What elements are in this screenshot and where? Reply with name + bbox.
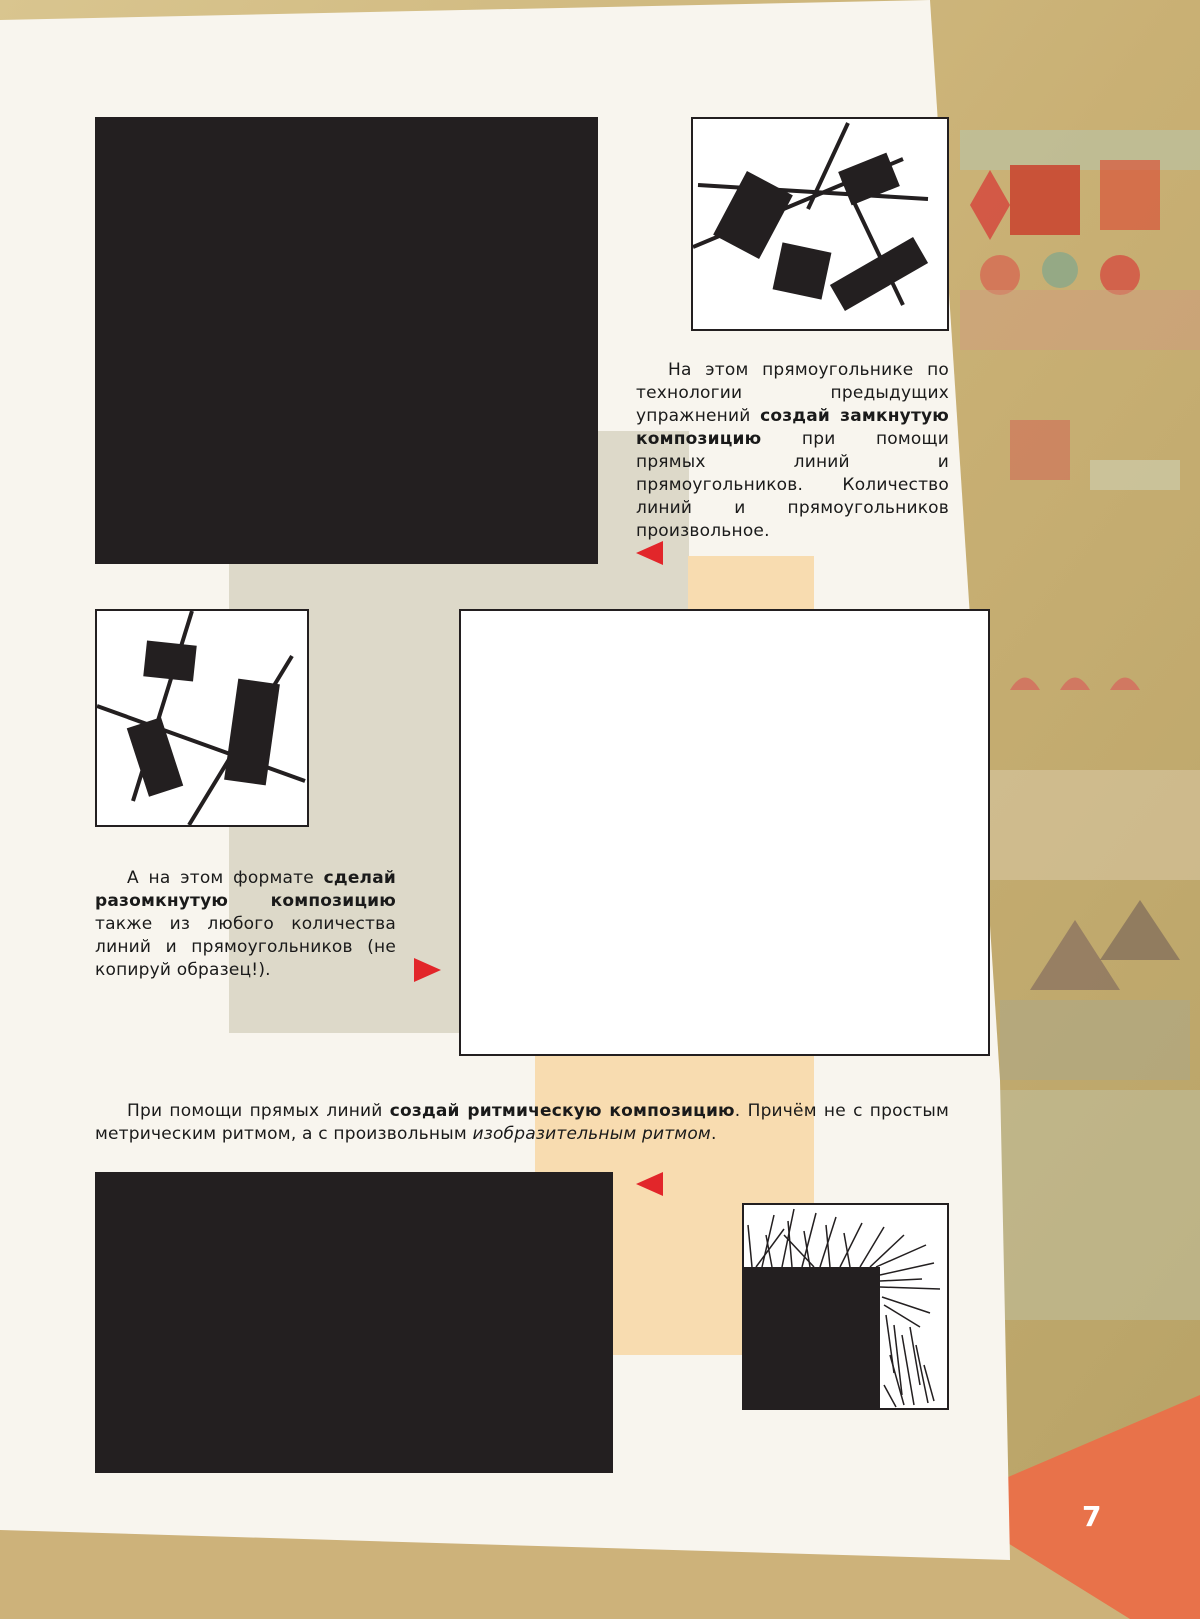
closed-text-2: при помощи прямых линий и прямоугольников. Количество линий и прямоугольников произвольное. [636, 429, 949, 541]
page-number: 7 [1082, 1500, 1102, 1533]
rhythm-text-italic: изобразительным ритмом [472, 1124, 711, 1144]
rhythm-composition-figure [744, 1205, 947, 1408]
red-marker-right [414, 958, 442, 982]
red-marker-left-1 [636, 541, 664, 565]
rhythm-text-1: При помощи прямых линий [127, 1101, 390, 1121]
open-instructions [95, 867, 396, 982]
rhythm-composition-area[interactable] [95, 1172, 613, 1473]
rhythm-composition-sample [742, 1203, 949, 1410]
open-text-bold: сделай разомкнутую композицию [95, 868, 396, 911]
open-composition-figure [97, 611, 307, 825]
peach-panel-top [688, 556, 814, 611]
rhythm-text-bold: создай ритмическую композицию [389, 1101, 735, 1121]
closed-composition-area[interactable] [95, 117, 598, 564]
closed-instructions [636, 359, 949, 543]
closed-text-bold: создай замкнутую композицию [636, 406, 949, 449]
rhythm-text-3: . [710, 1124, 717, 1144]
closed-composition-figure [693, 119, 947, 329]
open-text-2: также из любого количества линий и прямоугольников (не копируй образец!). [95, 914, 396, 980]
closed-text-1: На этом прямоугольнике по технологии предыдущих упражнений [636, 360, 949, 426]
closed-composition-sample [691, 117, 949, 331]
rhythm-instructions [95, 1100, 949, 1146]
open-composition-sample [95, 609, 309, 827]
red-marker-left-2 [636, 1172, 664, 1196]
rhythm-text-2: . Причём не с простым метрическим ритмом, а с произвольным [95, 1101, 949, 1144]
open-text-1: А на этом формате [127, 868, 324, 888]
open-composition-area[interactable] [459, 609, 990, 1056]
